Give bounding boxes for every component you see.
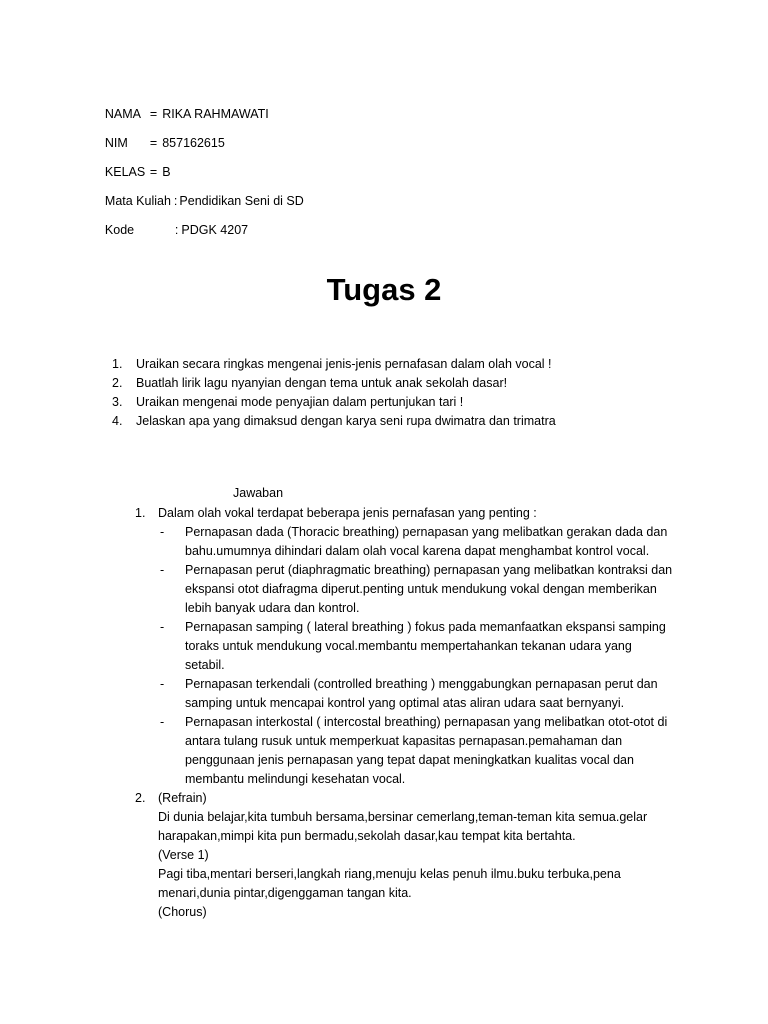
question-text: Jelaskan apa yang dimaksud dengan karya seni rupa dwimatra dan trimatra	[136, 414, 556, 428]
bullet-item	[158, 561, 695, 618]
answer-number: 2.	[135, 791, 146, 805]
info-label: NAMA	[104, 107, 142, 121]
info-label: Mata Kuliah	[104, 194, 171, 208]
lyric-line: menari,dunia pintar,digenggaman tangan kita.	[158, 886, 412, 900]
answer-intro: Dalam olah vokal terdapat beberapa jenis pernafasan yang penting :	[158, 506, 537, 520]
bullet-line: lebih banyak udara dan kontrol.	[185, 601, 360, 615]
info-value: PDGK 4207	[181, 223, 249, 237]
bullet-line: ekspansi otot diafragma diperut.penting untuk mendukung vokal dengan memberikan	[185, 582, 657, 596]
info-row-kode	[91, 209, 248, 251]
lyric-section-label: (Verse 1)	[158, 848, 209, 862]
info-value: Pendidikan Seni di SD	[179, 194, 304, 208]
question-text: Uraikan secara ringkas mengenai jenis-jenis pernafasan dalam olah vocal !	[136, 357, 552, 371]
question-item	[112, 412, 732, 431]
bullet-item	[158, 713, 695, 789]
info-sep: =	[149, 136, 158, 150]
question-number: 2.	[112, 376, 123, 390]
lyric-section-label: (Refrain)	[158, 791, 207, 805]
answers-heading: Jawaban	[233, 486, 284, 500]
question-number: 1.	[112, 357, 123, 371]
bullet-dash: -	[160, 525, 165, 539]
bullet-dash: -	[160, 620, 165, 634]
bullet-item	[158, 618, 695, 675]
info-sep: :	[173, 194, 178, 208]
info-value: B	[162, 165, 171, 179]
info-label: NIM	[104, 136, 128, 150]
question-number: 3.	[112, 395, 123, 409]
info-label: Kode	[104, 223, 135, 237]
bullet-line: antara tulang rusuk untuk memperkuat kapasitas pernapasan.pemahaman dan	[185, 734, 623, 748]
question-item	[112, 374, 732, 393]
info-sep: :	[174, 223, 179, 237]
bullet-dash: -	[160, 563, 165, 577]
bullet-item	[158, 675, 695, 713]
bullet-line: Pernapasan perut (diaphragmatic breathing) pernapasan yang melibatkan kontraksi dan	[185, 563, 673, 577]
info-value: RIKA RAHMAWATI	[162, 107, 269, 121]
question-list	[112, 355, 732, 431]
answer-list	[135, 504, 695, 922]
bullet-line: Pernapasan dada (Thoracic breathing) pernapasan yang melibatkan gerakan dada dan	[185, 525, 668, 539]
page-title: Tugas 2	[326, 272, 442, 307]
question-text: Buatlah lirik lagu nyanyian dengan tema untuk anak sekolah dasar!	[136, 376, 508, 390]
info-sep: =	[149, 165, 158, 179]
question-item	[112, 355, 732, 374]
lyric-line: harapakan,mimpi kita pun bermadu,sekolah dasar,kau tempat kita bertahta.	[158, 829, 576, 843]
info-sep: =	[149, 107, 158, 121]
answer-item-2	[135, 789, 695, 922]
bullet-line: Pernapasan samping ( lateral breathing ) fokus pada memanfaatkan ekspansi samping	[185, 620, 666, 634]
bullet-item	[158, 523, 695, 561]
bullet-line: toraks untuk mendukung vocal.membantu mempertahankan tekanan udara yang	[185, 639, 632, 653]
question-text: Uraikan mengenai mode penyajian dalam pertunjukan tari !	[136, 395, 464, 409]
answer-number: 1.	[135, 506, 146, 520]
bullet-line: membantu melindungi kesehatan vocal.	[185, 772, 406, 786]
answer-item-1	[135, 504, 695, 789]
bullet-line: setabil.	[185, 658, 225, 672]
question-item	[112, 393, 732, 412]
bullet-line: bahu.umumnya dihindari dalam olah vocal karena dapat menghambat kontrol vocal.	[185, 544, 650, 558]
info-label: KELAS	[104, 165, 146, 179]
bullet-dash: -	[160, 715, 165, 729]
bullet-line: samping untuk mencapai kontrol yang optimal atas aliran udara saat bernyanyi.	[185, 696, 625, 710]
bullet-dash: -	[160, 677, 165, 691]
lyric-section-label: (Chorus)	[158, 905, 207, 919]
bullet-line: penggunaan jenis pernapasan yang tepat dapat meningkatkan kualitas vocal dan	[185, 753, 634, 767]
info-value: 857162615	[162, 136, 225, 150]
bullet-line: Pernapasan terkendali (controlled breathing ) menggabungkan pernapasan perut dan	[185, 677, 658, 691]
question-number: 4.	[112, 414, 123, 428]
bullet-line: Pernapasan interkostal ( intercostal breathing) pernapasan yang melibatkan otot-otot di	[185, 715, 668, 729]
lyric-line: Pagi tiba,mentari berseri,langkah riang,menuju kelas penuh ilmu.buku terbuka,pena	[158, 867, 621, 881]
lyric-line: Di dunia belajar,kita tumbuh bersama,bersinar cemerlang,teman-teman kita semua.gelar	[158, 810, 648, 824]
